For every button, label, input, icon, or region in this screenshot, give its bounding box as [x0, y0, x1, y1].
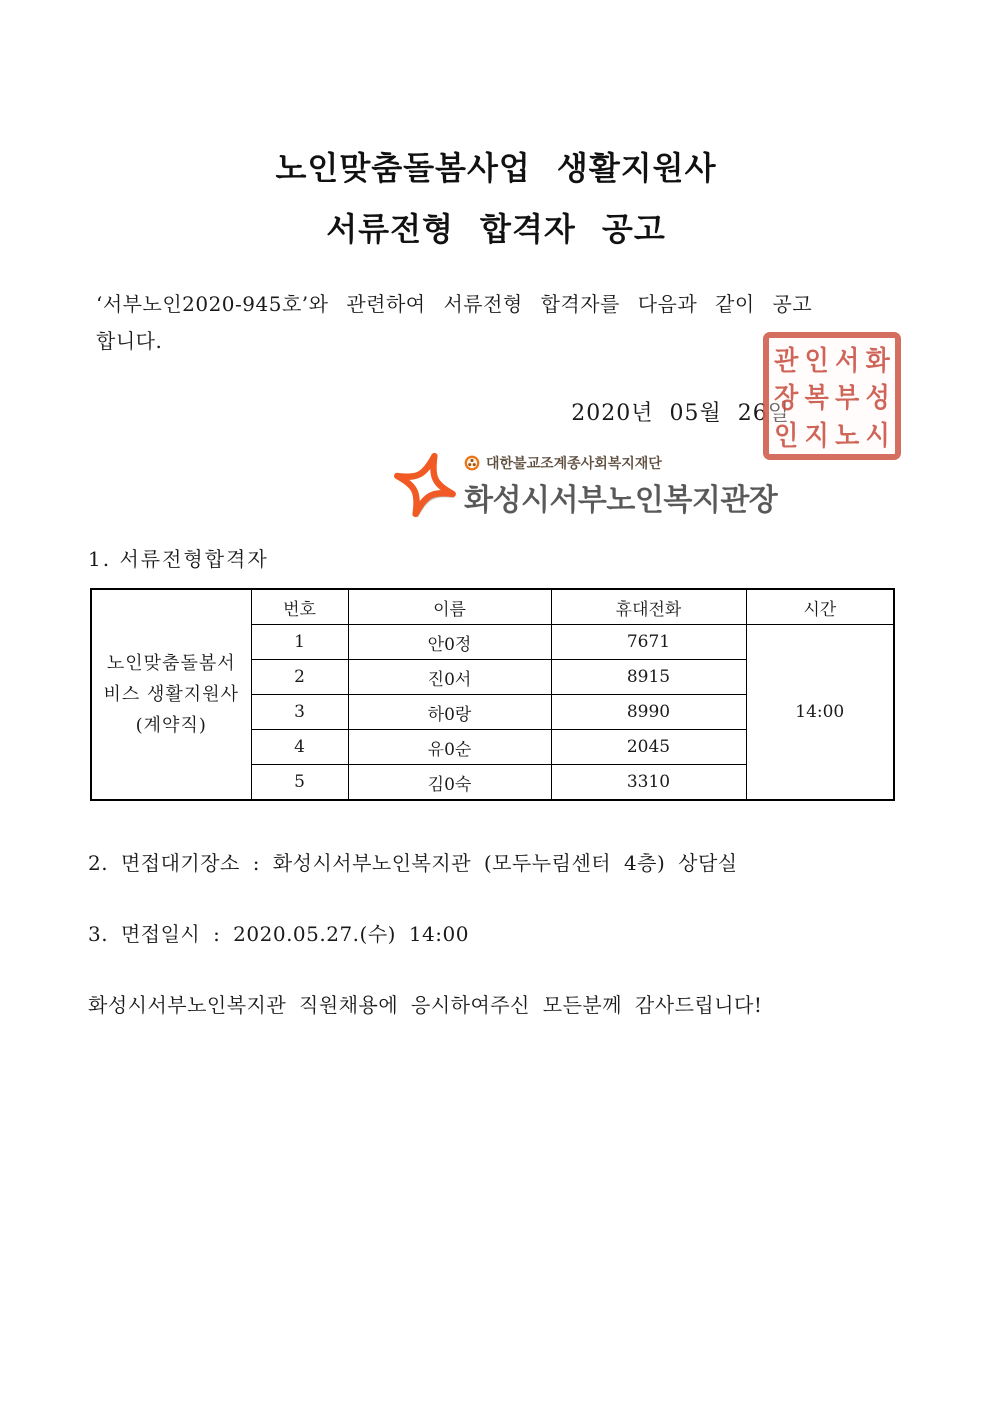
seal-char: 노 [835, 419, 860, 451]
column-header-time: 시간 [746, 589, 894, 625]
foundation-name: 대한불교조계종사회복지재단 [486, 455, 662, 471]
section3-interview-datetime: 3. 면접일시 : 2020.05.27.(수) 14:00 [88, 922, 469, 946]
section2-interview-location: 2. 면접대기장소 : 화성시서부노인복지관 (모두누림센터 4층) 상담실 [88, 851, 738, 875]
category-line: 비스 생활지원사 [103, 684, 239, 705]
cell-name: 안0정 [348, 625, 551, 660]
category-line: 노인맞춤돌봄서 [106, 653, 236, 674]
logo-text-block [464, 449, 777, 519]
cell-no: 2 [251, 660, 348, 695]
applicants-table [90, 588, 895, 801]
cell-phone: 8915 [551, 660, 746, 695]
document-title-line2: 서류전형 합격자 공고 [326, 210, 666, 248]
foundation-line [464, 449, 777, 473]
column-header-name: 이름 [348, 589, 551, 625]
table-category-cell [91, 589, 251, 800]
cell-name: 진0서 [348, 660, 551, 695]
cell-name: 하0랑 [348, 695, 551, 730]
announcement-date: 2020년 05월 26일 [571, 401, 790, 426]
seal-char: 화 [865, 344, 890, 376]
intro-line2: 합니다. [96, 329, 163, 353]
cell-name: 유0순 [348, 730, 551, 765]
closing-thanks-line: 화성시서부노인복지관 직원채용에 응시하여주신 모든분께 감사드립니다! [88, 993, 763, 1017]
star-logo-icon [392, 449, 458, 521]
cell-time-merged: 14:00 [746, 625, 894, 801]
organization-logo [392, 449, 992, 521]
cell-phone: 2045 [551, 730, 746, 765]
table-header-row [91, 589, 894, 625]
document-title-line1: 노인맞춤돌봄사업 생활지원사 [275, 149, 717, 187]
seal-char: 서 [835, 344, 860, 376]
seal-char: 인 [774, 419, 799, 451]
seal-char: 관 [774, 344, 799, 376]
category-line: (계약직) [135, 715, 207, 736]
seal-char: 시 [865, 419, 890, 451]
seal-char: 복 [804, 381, 829, 414]
foundation-emblem-icon [464, 455, 480, 471]
section1-heading: 1. 서류전형합격자 [88, 547, 269, 571]
organization-name: 화성시서부노인복지관장 [464, 484, 778, 517]
cell-no: 4 [251, 730, 348, 765]
seal-char: 성 [865, 381, 890, 414]
intro-line1: ‘서부노인2020-945호’와 관련하여 서류전형 합격자를 다음과 같이 공고 [96, 292, 813, 316]
cell-no: 5 [251, 765, 348, 801]
cell-phone: 8990 [551, 695, 746, 730]
document-title [0, 0, 992, 260]
cell-no: 1 [251, 625, 348, 660]
seal-char: 장 [774, 381, 799, 414]
seal-char: 인 [804, 344, 829, 376]
seal-char: 지 [804, 419, 829, 451]
seal-char: 부 [835, 381, 860, 414]
column-header-no: 번호 [251, 589, 348, 625]
column-header-phone: 휴대전화 [551, 589, 746, 625]
cell-phone: 3310 [551, 765, 746, 801]
cell-no: 3 [251, 695, 348, 730]
cell-name: 김0숙 [348, 765, 551, 801]
official-seal-stamp [763, 332, 901, 460]
cell-phone: 7671 [551, 625, 746, 660]
